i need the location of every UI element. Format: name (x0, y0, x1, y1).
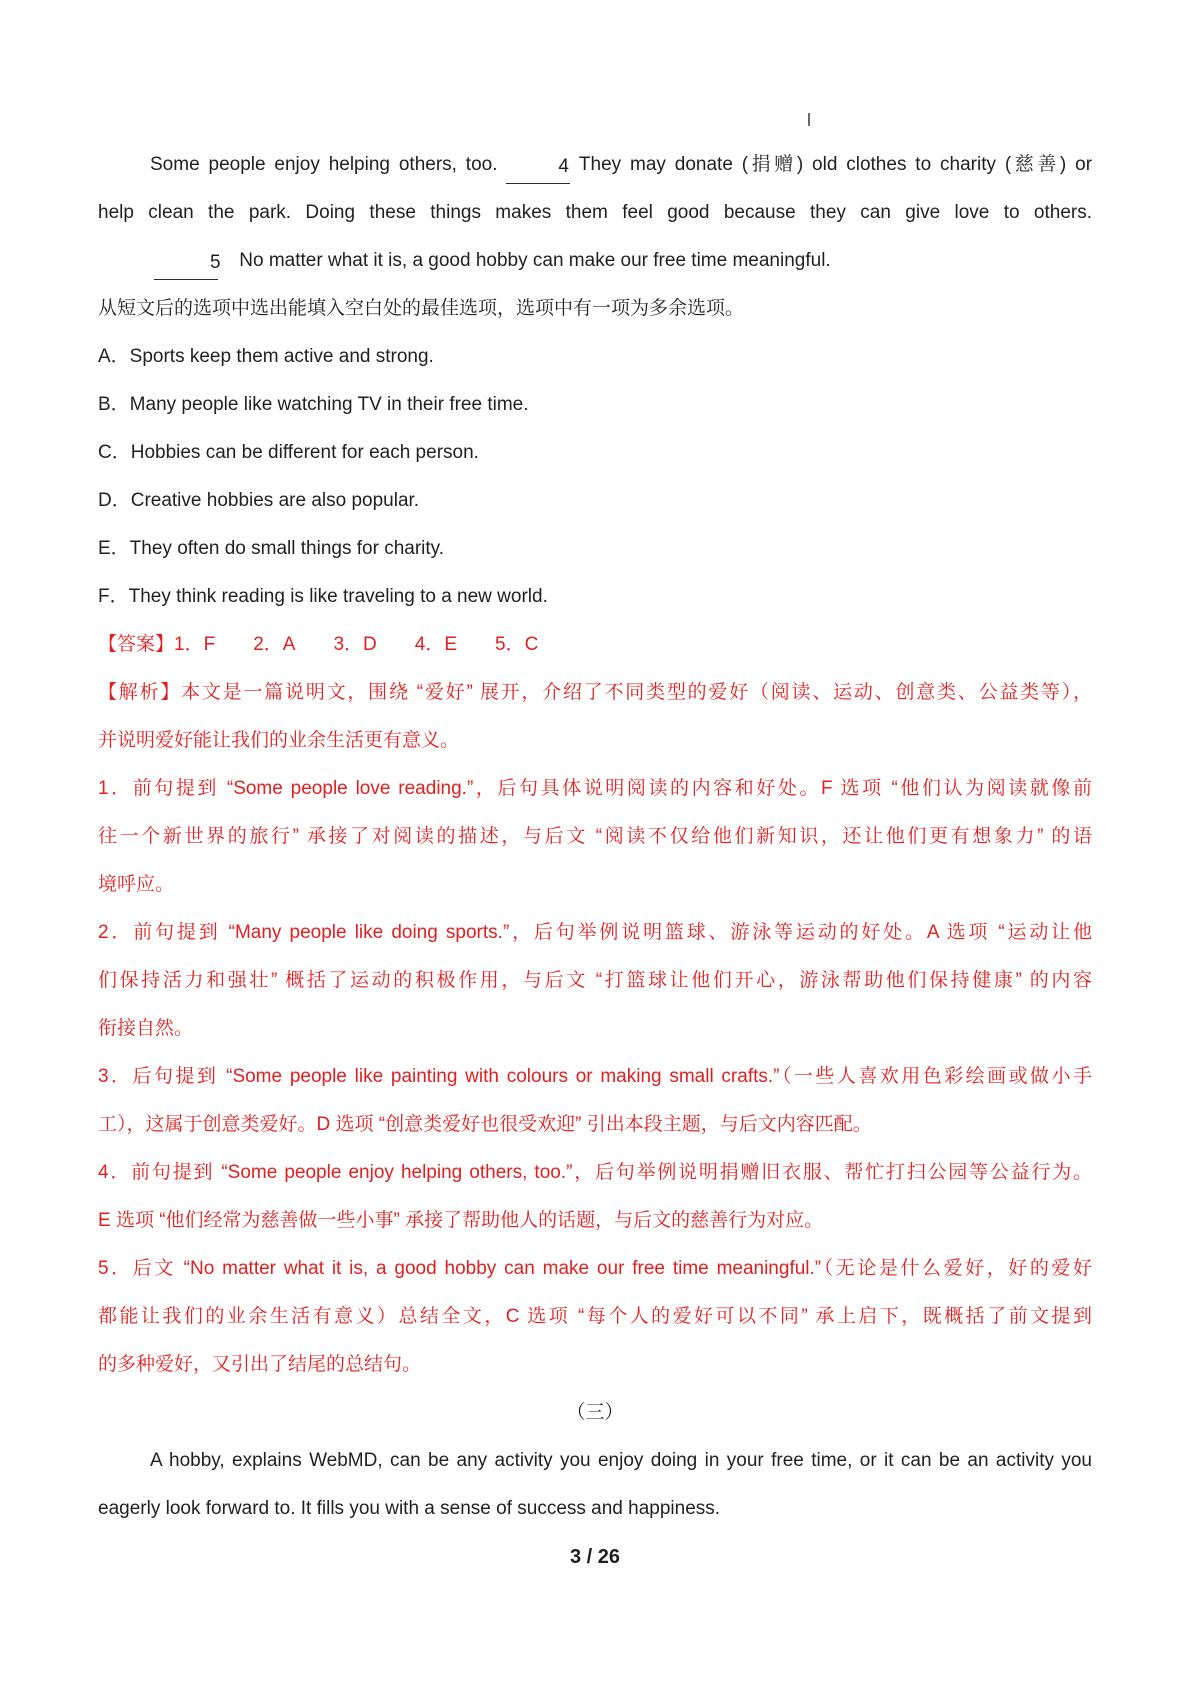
next-passage-line-2: eagerly look forward to. It fills you with a sense of success and happiness. (98, 1498, 721, 1519)
option-e: E．They often do small things for charity. (98, 538, 445, 559)
analysis-line: 工），这属于创意类爱好。D 选项 “创意类爱好也很受欢迎” 引出本段主题，与后文内容匹配。 (98, 1114, 872, 1135)
answer-line (98, 621, 1092, 669)
analysis-line: 衔接自然。 (98, 1018, 194, 1039)
option-a: A．Sports keep them active and strong. (98, 346, 434, 367)
analysis-line: 【解析】本文是一篇说明文，围绕 “爱好” 展开，介绍了不同类型的爱好（阅读、运动、创意类、公益类等）， (98, 682, 1092, 703)
analysis-line: 1．前句提到 “Some people love reading.”，后句具体说明阅读的内容和好处。F 选项 “他们认为阅读就像前 (98, 778, 1092, 799)
analysis-line: 2．前句提到 “Many people like doing sports.”，后句举例说明篮球、游泳等运动的好处。A 选项 “运动让他 (98, 922, 1092, 943)
analysis-line: 境呼应。 (98, 874, 175, 895)
option-c: C．Hobbies can be different for each person. (98, 442, 479, 463)
answer-item-3: 3．D (333, 634, 377, 655)
analysis-line: 都能让我们的业余生活有意义）总结全文，C 选项 “每个人的爱好可以不同” 承上启下，既概括了前文提到 (98, 1306, 1092, 1327)
answer-item-1: 1．F (174, 634, 216, 655)
analysis-line: 并说明爱好能让我们的业余生活更有意义。 (98, 730, 460, 751)
answer-tag: 【答案】 (98, 634, 175, 655)
answer-item-4: 4．E (414, 634, 457, 655)
instruction-text: 从短文后的选项中选出能填入空白处的最佳选项，选项中有一项为多余选项。 (98, 298, 745, 319)
analysis-line: 5．后文 “No matter what it is, a good hobby can make our free time meaningful.”（无论是什么爱好，好的爱好 (98, 1258, 1092, 1279)
analysis-line: E 选项 “他们经常为慈善做一些小事” 承接了帮助他人的话题，与后文的慈善行为对应。 (98, 1210, 824, 1231)
document-body (98, 141, 1092, 1533)
passage-text-pre: Some people enjoy helping others, too. (150, 154, 498, 175)
section-header: （三） (566, 1402, 624, 1423)
passage-text-post: They may donate (捐赠) old clothes to charity (慈善) or (578, 154, 1093, 175)
passage-line-3 (98, 237, 1092, 285)
option-b: B．Many people like watching TV in their free time. (98, 394, 529, 415)
answer-item-2: 2．A (253, 634, 296, 655)
analysis-line: 的多种爱好，又引出了结尾的总结句。 (98, 1354, 422, 1375)
passage-line-2: help clean the park. Doing these things makes them feel good because they can give love to others. (98, 202, 1092, 223)
next-passage-line-1: A hobby, explains WebMD, can be any activity you enjoy doing in your free time, or it can be an activity you (150, 1450, 1092, 1471)
analysis-line: 们保持活力和强壮” 概括了运动的积极作用，与后文 “打篮球让他们开心，游泳帮助他们保持健康” 的内容 (98, 970, 1092, 991)
option-d: D．Creative hobbies are also popular. (98, 490, 420, 511)
passage-closing-sentence: No matter what it is, a good hobby can make our free time meaningful. (239, 250, 831, 271)
analysis-line: 往一个新世界的旅行” 承接了对阅读的描述，与后文 “阅读不仅给他们新知识，还让他们更有想象力” 的语 (98, 826, 1092, 847)
passage-line-1 (98, 141, 1092, 189)
blank-5 (154, 252, 221, 280)
analysis-line: 4．前句提到 “Some people enjoy helping others, too.”，后句举例说明捐赠旧衣服、帮忙打扫公园等公益行为。 (98, 1162, 1092, 1183)
answer-item-5: 5．C (495, 634, 539, 655)
blank-4 (506, 156, 570, 184)
blank-4-number: 4 (558, 156, 569, 177)
page-number: 3 / 26 (569, 1546, 621, 1568)
header-mark (808, 113, 810, 126)
option-f: F．They think reading is like traveling to a new world. (98, 586, 548, 607)
analysis-line: 3．后句提到 “Some people like painting with colours or making small crafts.”（一些人喜欢用色彩绘画或做小手 (98, 1066, 1092, 1087)
blank-5-number: 5 (210, 252, 221, 273)
